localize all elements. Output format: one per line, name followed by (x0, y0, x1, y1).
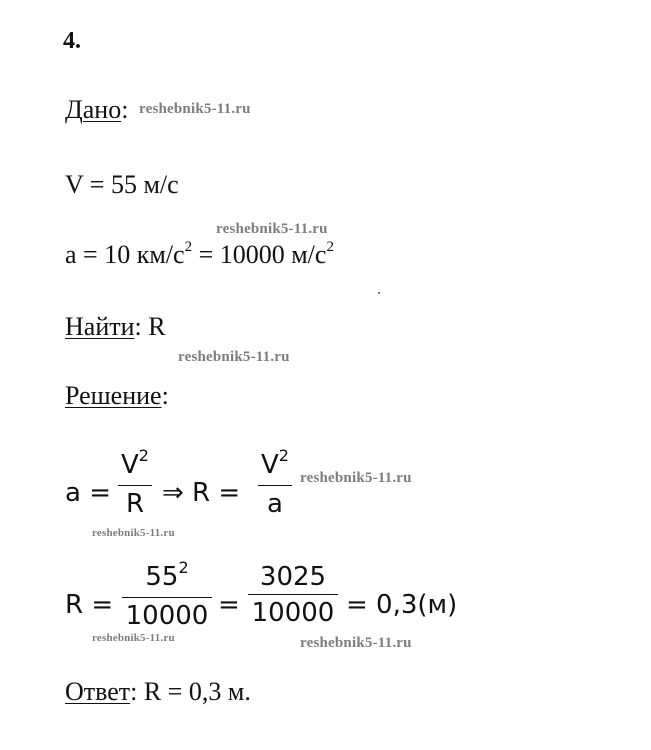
solution-colon: : (161, 381, 169, 410)
find-label: Найти (65, 312, 135, 341)
fraction-bar (248, 594, 338, 595)
formula-lhs: a = (65, 478, 111, 508)
fraction-numerator (122, 558, 212, 595)
given-heading (65, 95, 128, 125)
numerator-exponent: 2 (178, 558, 189, 577)
acc-start: a = 10 км/с (65, 240, 185, 269)
solution-heading (65, 381, 169, 411)
fraction-denominator: 10000 (251, 598, 335, 628)
watermark: reshebnik5-11.ru (300, 470, 412, 486)
formula-implies: ⇒ R = (162, 478, 241, 508)
calc-fraction-2 (248, 562, 338, 628)
solution-label: Решение (65, 381, 162, 410)
stray-dot (378, 292, 380, 294)
given-label: Дано (65, 95, 122, 124)
formula-fraction-2 (258, 446, 292, 519)
watermark: reshebnik5-11.ru (178, 349, 290, 365)
given-velocity: V = 55 м/с (65, 170, 179, 199)
watermark: reshebnik5-11.ru (139, 101, 251, 117)
formula-fraction-1 (118, 446, 152, 519)
problem-number: 4. (63, 28, 81, 54)
numerator-v: V (261, 450, 279, 480)
find-heading (65, 312, 166, 342)
fraction-bar (122, 597, 212, 598)
fraction-bar (118, 485, 152, 486)
answer-label: Ответ (65, 677, 131, 706)
fraction-denominator: 10000 (125, 601, 209, 631)
watermark: reshebnik5-11.ru (92, 632, 175, 644)
answer-line (65, 677, 251, 707)
acc-mid: = 10000 м/с (192, 240, 327, 269)
fraction-numerator: 3025 (259, 562, 327, 592)
acc-exp1: 2 (184, 239, 193, 255)
fraction-denominator: a (267, 489, 283, 519)
fraction-numerator (118, 446, 152, 483)
answer-value: : R = 0,3 м. (130, 677, 251, 706)
fraction-numerator (258, 446, 292, 483)
fraction-denominator: R (125, 489, 145, 519)
calc-fraction-1 (122, 558, 212, 631)
calc-lhs: R = (65, 590, 114, 620)
numerator-exponent: 2 (278, 446, 289, 465)
calc-equals: = (218, 590, 240, 620)
fraction-bar (258, 485, 292, 486)
find-value: : R (134, 312, 166, 341)
calc-result: = 0,3(м) (346, 590, 458, 620)
numerator-v: V (121, 450, 139, 480)
numerator-exponent: 2 (138, 446, 149, 465)
watermark: reshebnik5-11.ru (92, 527, 175, 539)
numerator-55: 55 (145, 562, 179, 592)
watermark: reshebnik5-11.ru (216, 221, 328, 237)
given-acceleration (65, 240, 334, 270)
watermark: reshebnik5-11.ru (300, 635, 412, 651)
acc-exp2: 2 (326, 239, 334, 255)
given-colon: : (121, 95, 129, 124)
